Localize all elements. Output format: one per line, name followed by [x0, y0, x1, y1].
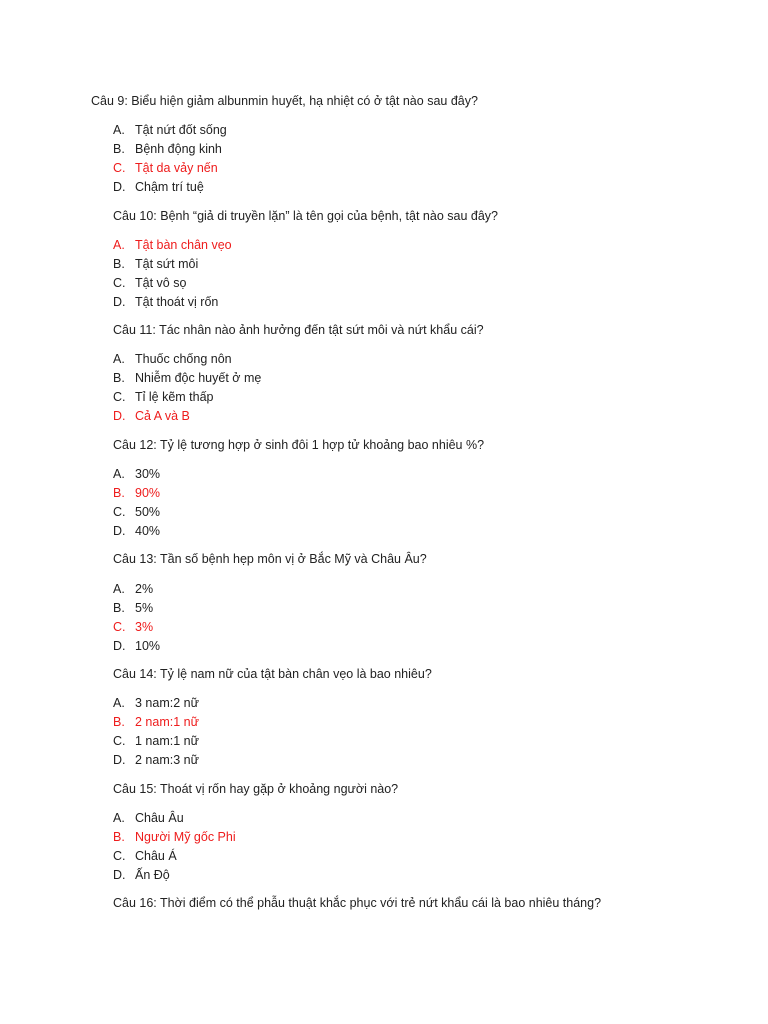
option-text: Tật vô sọ — [135, 276, 187, 290]
question-10-option-b — [113, 257, 198, 271]
option-letter: A. — [113, 696, 125, 710]
question-16: Câu 16: Thời điểm có thể phẫu thuật khắc phục với trẻ nứt khẩu cái là bao nhiêu tháng? — [113, 896, 602, 910]
question-12-option-a — [113, 467, 160, 481]
option-text: Ấn Độ — [135, 868, 170, 882]
option-text: 40% — [135, 524, 161, 538]
option-text: 90% — [135, 486, 161, 500]
question-10-option-d — [113, 295, 218, 309]
option-letter: D. — [113, 524, 126, 538]
option-text: 5% — [135, 601, 154, 615]
question-13-option-d — [113, 639, 160, 653]
option-text: 30% — [135, 467, 161, 481]
option-letter: D. — [113, 639, 126, 653]
question-12-option-d — [113, 524, 160, 538]
question-9-option-d — [113, 180, 204, 194]
option-letter: A. — [113, 582, 125, 596]
question-15-option-d — [113, 868, 170, 882]
question-13-option-b — [113, 601, 153, 615]
option-text: Tật bàn chân vẹo — [135, 238, 232, 252]
question-12-option-c — [113, 505, 160, 519]
question-12-option-b-correct — [113, 486, 160, 500]
option-text: 2 nam:1 nữ — [135, 715, 199, 729]
question-14-option-c — [113, 734, 199, 748]
question-10-option-c — [113, 276, 186, 290]
option-letter: B. — [113, 486, 125, 500]
option-letter: C. — [113, 505, 126, 519]
question-11-option-a — [113, 352, 232, 366]
question-9-option-c-correct — [113, 161, 218, 175]
question-11: Câu 11: Tác nhân nào ảnh hưởng đến tật sứt môi và nứt khẩu cái? — [113, 323, 484, 337]
option-letter: A. — [113, 467, 125, 481]
option-text: Cả A và B — [135, 409, 190, 423]
option-text: Tật thoát vị rốn — [135, 295, 219, 309]
question-15-option-b-correct — [113, 830, 236, 844]
question-14-option-b-correct — [113, 715, 199, 729]
option-letter: D. — [113, 753, 126, 767]
question-14-option-a — [113, 696, 199, 710]
question-14: Câu 14: Tỷ lệ nam nữ của tật bàn chân vẹo là bao nhiêu? — [113, 667, 432, 681]
option-text: Tật da vảy nến — [135, 161, 218, 175]
question-9-option-b — [113, 142, 222, 156]
option-text: Nhiễm độc huyết ở mẹ — [135, 371, 262, 385]
question-13-option-c-correct — [113, 620, 153, 634]
question-13-option-a — [113, 582, 153, 596]
option-letter: D. — [113, 180, 126, 194]
question-9: Câu 9: Biểu hiện giảm albunmin huyết, hạ nhiệt có ở tật nào sau đây? — [91, 94, 478, 108]
option-text: Châu Âu — [135, 811, 184, 825]
option-text: Người Mỹ gốc Phi — [135, 830, 236, 844]
option-letter: D. — [113, 868, 126, 882]
option-letter: D. — [113, 409, 126, 423]
question-11-option-b — [113, 371, 261, 385]
option-letter: B. — [113, 142, 125, 156]
question-15: Câu 15: Thoát vị rốn hay gặp ở khoảng người nào? — [113, 782, 399, 796]
option-text: Thuốc chống nôn — [135, 352, 232, 366]
option-letter: C. — [113, 390, 126, 404]
option-letter: B. — [113, 257, 125, 271]
option-letter: A. — [113, 352, 125, 366]
question-15-option-a — [113, 811, 184, 825]
option-letter: C. — [113, 849, 126, 863]
question-10: Câu 10: Bệnh “giả di truyền lặn” là tên gọi của bệnh, tật nào sau đây? — [113, 209, 498, 223]
option-letter: B. — [113, 830, 125, 844]
question-10-option-a-correct — [113, 238, 232, 252]
question-11-option-c — [113, 390, 214, 404]
option-letter: B. — [113, 371, 125, 385]
question-12: Câu 12: Tỷ lệ tương hợp ở sinh đôi 1 hợp tử khoảng bao nhiêu %? — [113, 438, 485, 452]
option-letter: B. — [113, 715, 125, 729]
option-letter: B. — [113, 601, 125, 615]
option-text: Tật sứt môi — [135, 257, 199, 271]
question-13: Câu 13: Tần số bệnh hẹp môn vị ở Bắc Mỹ và Châu Âu? — [113, 552, 427, 566]
option-letter: A. — [113, 238, 125, 252]
option-letter: C. — [113, 734, 126, 748]
option-text: 3% — [135, 620, 154, 634]
question-9-option-a — [113, 123, 227, 137]
option-text: 10% — [135, 639, 161, 653]
option-text: Châu Á — [135, 849, 177, 863]
option-letter: C. — [113, 620, 126, 634]
option-text: Chậm trí tuệ — [135, 180, 204, 194]
option-text: 2% — [135, 582, 154, 596]
option-text: 2 nam:3 nữ — [135, 753, 199, 767]
option-letter: D. — [113, 295, 126, 309]
question-15-option-c — [113, 849, 177, 863]
option-letter: A. — [113, 123, 125, 137]
option-letter: C. — [113, 161, 126, 175]
question-14-option-d — [113, 753, 199, 767]
question-11-option-d-correct — [113, 409, 190, 423]
option-text: Bệnh động kinh — [135, 142, 222, 156]
option-letter: C. — [113, 276, 126, 290]
option-text: Tỉ lệ kẽm thấp — [135, 390, 214, 404]
option-text: 3 nam:2 nữ — [135, 696, 199, 710]
option-text: 1 nam:1 nữ — [135, 734, 199, 748]
option-text: Tật nứt đốt sống — [135, 123, 227, 137]
option-text: 50% — [135, 505, 161, 519]
option-letter: A. — [113, 811, 125, 825]
